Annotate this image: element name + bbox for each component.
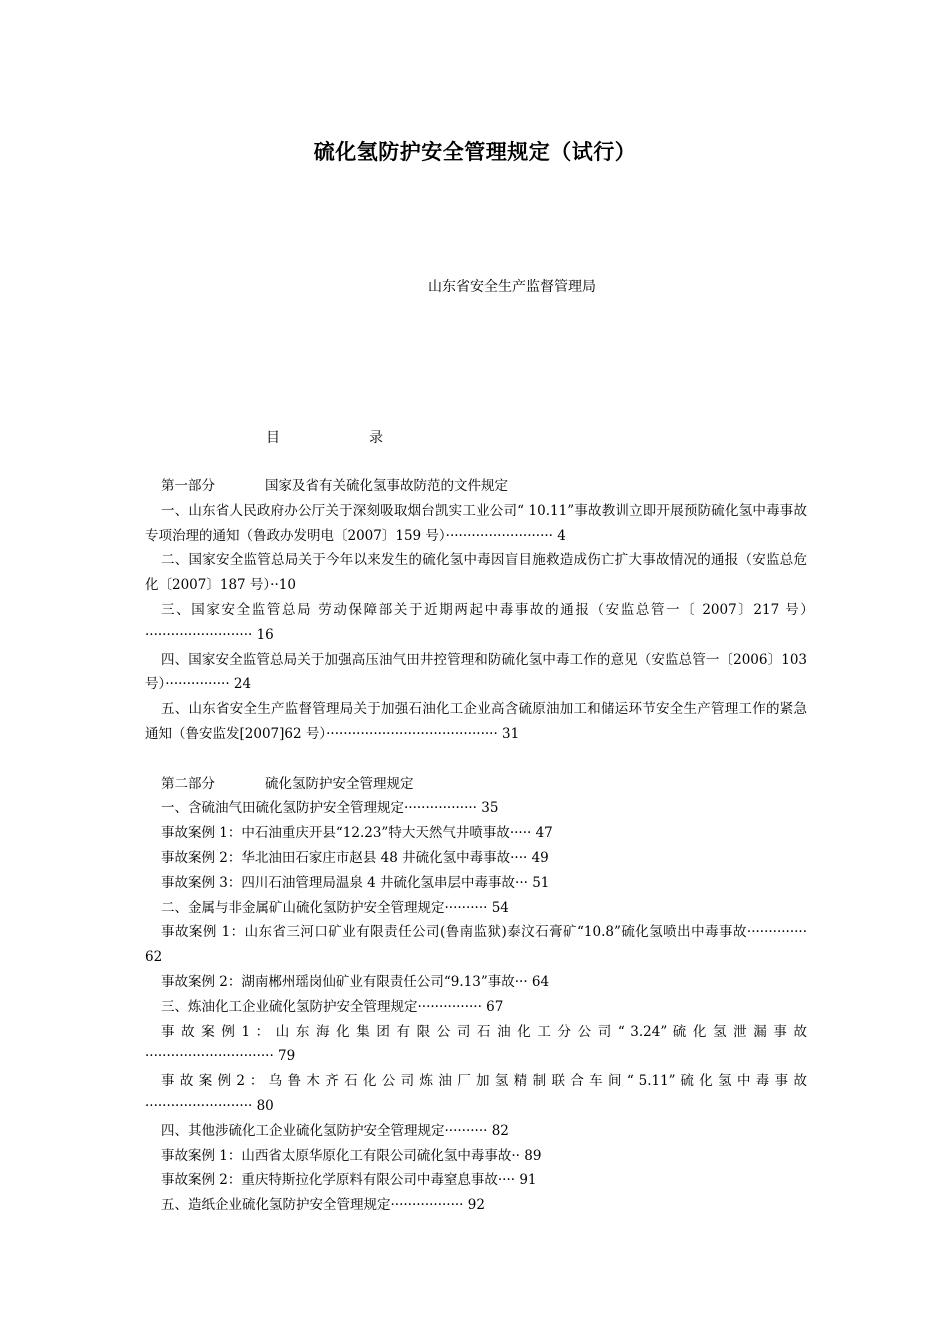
part-name: 硫化氢防护安全管理规定	[265, 775, 414, 792]
toc-entry[interactable]: 事 故 案 例 2 ： 乌 鲁 木 齐 石 化 公 司 炼 油 厂 加 氢 精 制 联 合 车 间 “ 5.11” 硫 化 氢 中 毒 事 故························· 80	[145, 1073, 807, 1114]
part-label: 第二部分	[161, 775, 215, 792]
toc-entry[interactable]: 三、炼油化工企业硫化氢防护安全管理规定··············· 67	[161, 998, 504, 1015]
part-label: 第一部分	[161, 478, 215, 494]
toc-entry[interactable]: 事故案例 2：湖南郴州瑶岗仙矿业有限责任公司“9.13”事故··· 64	[161, 973, 550, 990]
issuing-authority: 山东省安全生产监督管理局	[428, 279, 596, 295]
toc-part-1-heading	[145, 474, 807, 499]
toc-entry[interactable]: 四、国家安全监管总局关于加强高压油气田井控管理和防硫化氢中毒工作的意见（安监总管一〔2006〕103 号）··············· 24	[145, 651, 807, 693]
toc-entry[interactable]: 事故案例 3：四川石油管理局温泉 4 井硫化氢串层中毒事故··· 51	[161, 874, 550, 891]
toc-entry[interactable]: 四、其他涉硫化工企业硫化氢防护安全管理规定·········· 82	[161, 1122, 509, 1139]
toc-entry[interactable]: 三、国家安全监管总局 劳动保障部关于近期两起中毒事故的通报（安监总管一〔 2007〕217 号）························· 16	[145, 601, 807, 643]
toc-heading-char-2: 录	[369, 430, 383, 446]
toc-entry[interactable]: 事故案例 2：华北油田石家庄市赵县 48 井硫化氢中毒事故···· 49	[161, 849, 549, 866]
toc-entry[interactable]: 一、含硫油气田硫化氢防护安全管理规定················· 35	[161, 800, 499, 817]
table-of-contents	[145, 474, 807, 1218]
toc-entry[interactable]: 一、山东省人民政府办公厅关于深刻吸取烟台凯实工业公司“ 10.11”事故教训立即开展预防硫化氢中毒事故专项治理的通知（鲁政办发明电〔2007〕159 号）························· 4	[145, 502, 807, 544]
toc-part-2-heading	[145, 772, 807, 797]
toc-entry[interactable]: 五、山东省安全生产监督管理局关于加强石油化工企业高含硫原油加工和储运环节安全生产管理工作的紧急通知（鲁安监发[2007]62 号）········································ 31	[145, 701, 807, 742]
toc-entry[interactable]: 事故案例 2：重庆特斯拉化学原料有限公司中毒窒息事故···· 91	[161, 1172, 537, 1189]
section-spacer	[145, 747, 807, 772]
toc-entry[interactable]: 二、国家安全监管总局关于今年以来发生的硫化氢中毒因盲目施救造成伤亡扩大事故情况的通报（安监总危化〔2007〕187 号）··10	[145, 552, 807, 594]
toc-entry[interactable]: 事故案例 1：中石油重庆开县“12.23”特大天然气井喷事故····· 47	[161, 825, 553, 842]
toc-entry[interactable]: 二、金属与非金属矿山硫化氢防护安全管理规定·········· 54	[161, 899, 509, 916]
toc-entry[interactable]: 五、造纸企业硫化氢防护安全管理规定················· 92	[161, 1197, 485, 1214]
toc-entry[interactable]: 事 故 案 例 1 ： 山 东 海 化 集 团 有 限 公 司 石 油 化 工 分 公 司 “ 3.24” 硫 化 氢 泄 漏 事 故······························ 79	[145, 1023, 807, 1065]
toc-entry[interactable]: 事故案例 1：山西省太原华原化工有限公司硫化氢中毒事故·· 89	[161, 1147, 542, 1164]
toc-entry[interactable]: 事故案例 1：山东省三河口矿业有限责任公司(鲁南监狱)泰汶石膏矿“10.8”硫化氢喷出中毒事故·············· 62	[145, 924, 807, 966]
toc-heading-char-1: 目	[266, 430, 280, 446]
part-name: 国家及省有关硫化氢事故防范的文件规定	[265, 478, 508, 494]
document-title: 硫化氢防护安全管理规定（试行）	[313, 140, 637, 164]
